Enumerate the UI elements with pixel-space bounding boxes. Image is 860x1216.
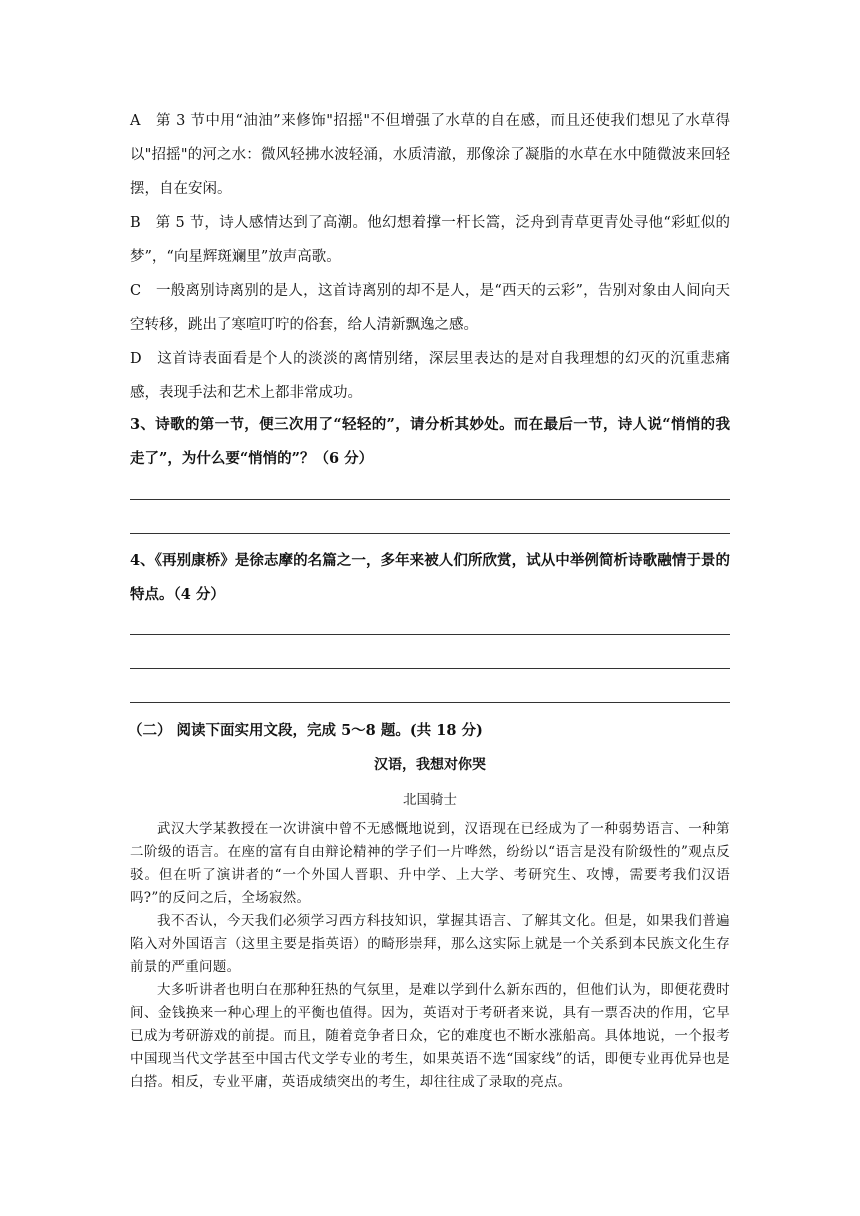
question-3: 3、诗歌的第一节，便三次用了“轻轻的”，请分析其妙处。而在最后一节，诗人说“悄悄的我走了”，为什么要“悄悄的”？（6 分） (130, 416, 730, 467)
answer-line (130, 702, 730, 703)
answer-line (130, 533, 730, 534)
article-title: 汉语，我想对你哭 (374, 757, 486, 773)
section-heading: （二） 阅读下面实用文段，完成 5～8 题。(共 18 分) (128, 722, 483, 739)
answer-line (130, 668, 730, 669)
article-paragraph: 武汉大学某教授在一次讲演中曾不无感慨地说到，汉语现在已经成为了一种弱势语言、一种第二阶级的语言。在座的富有自由辩论精神的学子们一片哗然，纷纷以“语言是没有阶级性的”观点反驳。但在听了演讲者的“一个外国人晋职、升中学、上大学、考研究生、攻博，需要考我们汉语吗?”的反问之后，全场寂然。 (130, 821, 730, 906)
option-d: D 这首诗表面看是个人的淡淡的离情别绪，深层里表达的是对自我理想的幻灭的沉重悲痛感，表现手法和艺术上都非常成功。 (130, 351, 730, 401)
option-a: A 第 3 节中用“油油”来修饰"招摇"不但增强了水草的自在感，而且还使我们想见了水草得以"招摇"的河之水：微风轻拂水波轻涌，水质清澈，那像涂了凝脂的水草在水中随微波来回轻摆，自在安闲。 (130, 113, 730, 197)
article-paragraph: 大多听讲者也明白在那种狂热的气氛里，是难以学到什么新东西的，但他们认为，即便花费时间、金钱换来一种心理上的平衡也值得。因为，英语对于考研者来说，具有一票否决的作用，它早已成为考研游戏的前提。而且，随着竞争者日众，它的难度也不断水涨船高。具体地说，一个报考中国现当代文学甚至中国古代文学专业的考生，如果英语不选“国家线”的话，即便专业再优异也是白搭。相反，专业平庸，英语成绩突出的考生，却往往成了录取的亮点。 (130, 982, 730, 1090)
question-4: 4、《再别康桥》是徐志摩的名篇之一，多年来被人们所欣赏，试从中举例简析诗歌融情于景的特点。（4 分） (130, 552, 730, 603)
answer-line (130, 634, 730, 635)
article-author: 北国骑士 (403, 792, 457, 808)
option-b: B 第 5 节，诗人感情达到了高潮。他幻想着撑一杆长篙，泛舟到青草更青处寻他“彩虹似的梦”，“向星辉斑斓里”放声高歌。 (130, 215, 730, 265)
option-c: C 一般离别诗离别的是人，这首诗离别的却不是人，是“西天的云彩”，告别对象由人间向天空转移，跳出了寒喧叮咛的俗套，给人清新飘逸之感。 (130, 283, 730, 333)
article-paragraph: 我不否认，今天我们必须学习西方科技知识，掌握其语言、了解其文化。但是，如果我们普遍陷入对外国语言（这里主要是指英语）的畸形崇拜，那么这实际上就是一个关系到本民族文化生存前景的严重问题。 (130, 913, 730, 975)
answer-line (130, 499, 730, 500)
